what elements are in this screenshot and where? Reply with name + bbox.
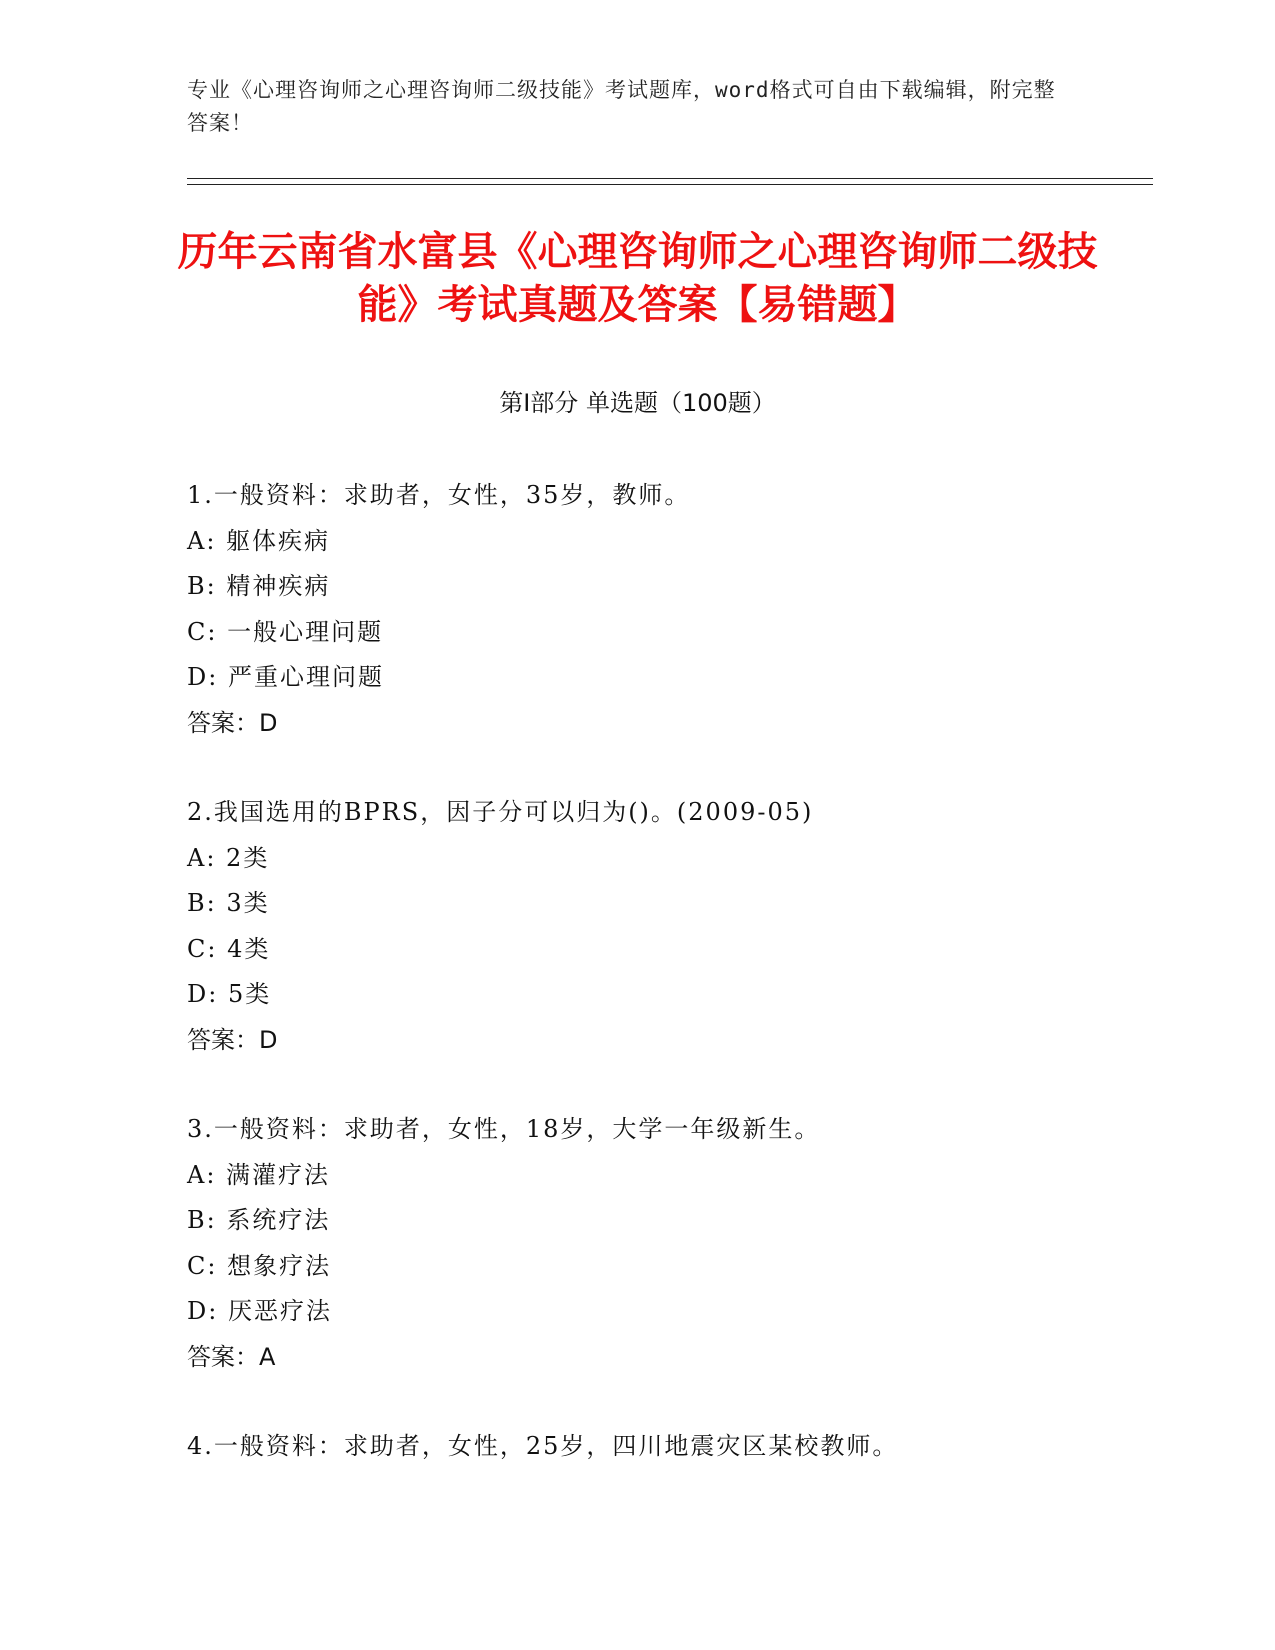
question-2 (187, 790, 1147, 1063)
question-4 (187, 1424, 1147, 1470)
header-divider-bottom (187, 184, 1153, 185)
document-title: 历年云南省水富县《心理咨询师之心理咨询师二级技能》考试真题及答案【易错题】 (177, 229, 1098, 328)
option-b: B: 3类 (187, 889, 270, 917)
option-d: D: 5类 (187, 980, 272, 1008)
option-b: B: 精神疾病 (187, 572, 331, 600)
option-c: C: 4类 (187, 934, 271, 963)
option-d: D: 厌恶疗法 (187, 1297, 332, 1325)
option-b: B: 系统疗法 (187, 1206, 331, 1234)
answer: 答案：D (187, 708, 278, 737)
option-d: D: 严重心理问题 (187, 663, 384, 691)
section-title: 第I部分 单选题（100题） (499, 389, 776, 417)
header-divider-top (187, 178, 1153, 179)
answer: 答案：D (187, 1025, 278, 1054)
question-3 (187, 1107, 1147, 1380)
option-a: A: 满灌疗法 (187, 1160, 331, 1189)
question-stem: 3.一般资料：求助者，女性，18岁，大学一年级新生。 (187, 1115, 821, 1143)
option-a: A: 躯体疾病 (187, 526, 331, 555)
header-note: 专业《心理咨询师之心理咨询师二级技能》考试题库，word格式可自由下载编辑，附完整答案！ (187, 78, 1056, 135)
question-stem: 4.一般资料：求助者，女性，25岁，四川地震灾区某校教师。 (187, 1432, 899, 1460)
question-1 (187, 473, 1147, 746)
question-stem: 1.一般资料：求助者，女性，35岁，教师。 (187, 481, 691, 509)
option-c: C: 想象疗法 (187, 1251, 332, 1280)
option-c: C: 一般心理问题 (187, 617, 384, 646)
option-a: A: 2类 (187, 843, 270, 872)
question-stem: 2.我国选用的BPRS，因子分可以归为()。(2009-05) (187, 798, 814, 826)
answer: 答案：A (187, 1342, 276, 1371)
